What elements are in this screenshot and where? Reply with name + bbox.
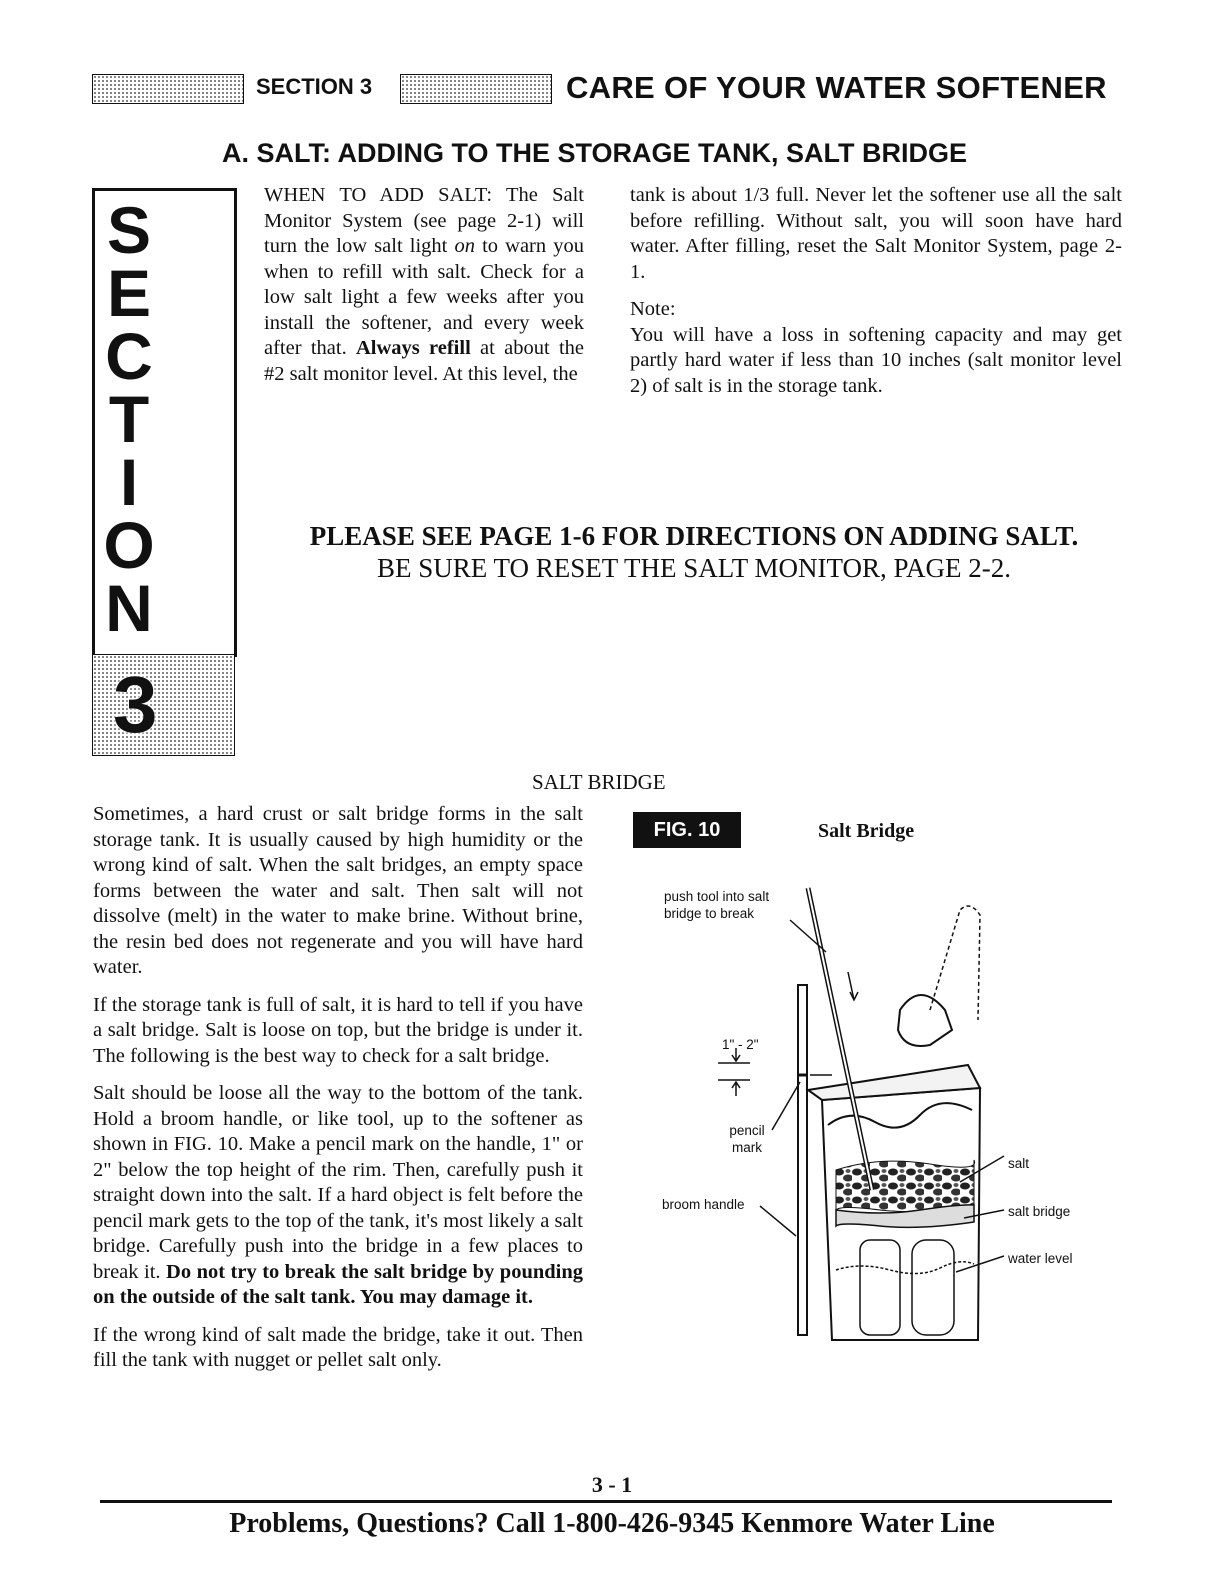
label-pencil-mark: pencil mark xyxy=(729,1123,765,1155)
salt-bridge-paragraph: If the storage tank is full of salt, it is hard to tell if you have a salt bridge. Salt is loose on top, but the bridge is under it. The following is the best way to check for a salt bridge. xyxy=(93,993,583,1067)
intro-text: WHEN TO ADD SALT: The Salt Monitor System (see page 2-1) will turn the low salt light xyxy=(264,184,584,257)
side-tab-letters xyxy=(97,193,161,645)
salt-bridge-body xyxy=(93,802,583,1374)
salt-bridge-heading: SALT BRIDGE xyxy=(532,770,666,794)
intro-column-left xyxy=(264,183,584,387)
label-salt-bridge: salt bridge xyxy=(1008,1204,1071,1219)
salt-bridge-warning: Do not try to break the salt bridge by pounding on the outside of the salt tank. You may damage it. xyxy=(93,1260,583,1308)
notice-line-2: BE SURE TO RESET THE SALT MONITOR, PAGE 2-2. xyxy=(376,553,1012,583)
notice-line-1: PLEASE SEE PAGE 1-6 FOR DIRECTIONS ON ADDING SALT. xyxy=(309,521,1079,551)
page-number: 3 - 1 xyxy=(591,1472,633,1497)
section-side-tab xyxy=(92,188,237,657)
intro-text: to warn you when to refill with salt. Check for a low salt light a few weeks after you install the softener, and every week after that. xyxy=(264,235,584,359)
salt-bridge-paragraph: Sometimes, a hard crust or salt bridge forms in the salt storage tank. It is usually caused by high humidity or the wrong kind of salt. When the salt bridges, an empty space forms between the water and salt. Then salt will not dissolve (melt) in the water to make brine. Without brine, the resin bed does not regenerate and you will have hard water. xyxy=(93,803,583,978)
push-direction-arrow xyxy=(848,972,858,1000)
side-letter: E xyxy=(106,256,152,330)
side-letter: S xyxy=(106,193,152,267)
notice-block xyxy=(264,520,1124,584)
measure-arrow-up xyxy=(732,1082,740,1096)
footer-rule xyxy=(100,1500,1112,1503)
intro-continuation: tank is about 1/3 full. Never let the softener use all the salt before refilling. Without salt, you will soon have hard water. After filling, reset the Salt Monitor System, page 2-1. xyxy=(630,184,1122,283)
label-measure: 1" - 2" xyxy=(722,1037,759,1052)
header-pattern-left xyxy=(92,74,244,104)
salt-bridge-paragraph: If the wrong kind of salt made the bridge, take it out. Then fill the tank with nugget or pellet salt only. xyxy=(93,1323,583,1371)
side-letter: I xyxy=(119,445,139,519)
side-letter: T xyxy=(108,382,150,456)
figure-badge: FIG. 10 xyxy=(633,812,741,848)
note-label: Note: xyxy=(630,298,676,320)
salt-bridge-text: Salt should be loose all the way to the bottom of the tank. Hold a broom handle, or like tool, up to the softener as shown in FIG. 10. Make a pencil mark on the handle, 1" or 2" below the top height of the rim. Then, carefully push it straight down into the salt. If a hard object is felt before the pencil mark gets to the top of the tank, it's most likely a salt bridge. Carefully push into the bridge in a few places to break it. xyxy=(93,1082,583,1283)
label-broom-handle: broom handle xyxy=(662,1197,745,1212)
header-pattern-right xyxy=(400,74,552,104)
section-number-block xyxy=(92,654,235,756)
side-letter: C xyxy=(105,319,153,393)
broom-handle xyxy=(798,985,807,1335)
intro-paragraph xyxy=(264,183,584,387)
label-push-tool: push tool into salt bridge to break xyxy=(664,889,770,921)
intro-bold-text: Always refill xyxy=(355,337,471,359)
label-water-level: water level xyxy=(1008,1251,1073,1266)
note-text: You will have a loss in softening capacity and may get partly hard water if less than 10 inches (salt monitor level 2) of salt is in the storage tank. xyxy=(630,323,1122,397)
intro-text: at about the #2 salt monitor level. At this level, the xyxy=(264,337,584,385)
page-title: CARE OF YOUR WATER SOFTENER xyxy=(566,70,1107,105)
hand-sketch xyxy=(898,995,952,1046)
intro-on-word: on xyxy=(454,235,475,257)
side-letter: N xyxy=(105,571,153,645)
figure-caption: Salt Bridge xyxy=(818,820,915,842)
section-number: 3 xyxy=(113,660,158,749)
pencil-mark-leader xyxy=(772,1082,800,1130)
broom-handle-leader xyxy=(760,1206,796,1236)
salt-pebbles xyxy=(836,1160,975,1212)
section-label: SECTION 3 xyxy=(256,74,373,99)
subheading: A. SALT: ADDING TO THE STORAGE TANK, SALT BRIDGE xyxy=(222,138,968,168)
salt-bridge-diagram xyxy=(600,860,1120,1350)
intro-column-right xyxy=(630,183,1122,399)
label-salt: salt xyxy=(1008,1156,1030,1171)
salt-bridge-paragraph xyxy=(93,1081,583,1311)
footer-help-line: Problems, Questions? Call 1-800-426-9345 Kenmore Water Line xyxy=(229,1508,995,1539)
side-letter: O xyxy=(103,508,155,582)
